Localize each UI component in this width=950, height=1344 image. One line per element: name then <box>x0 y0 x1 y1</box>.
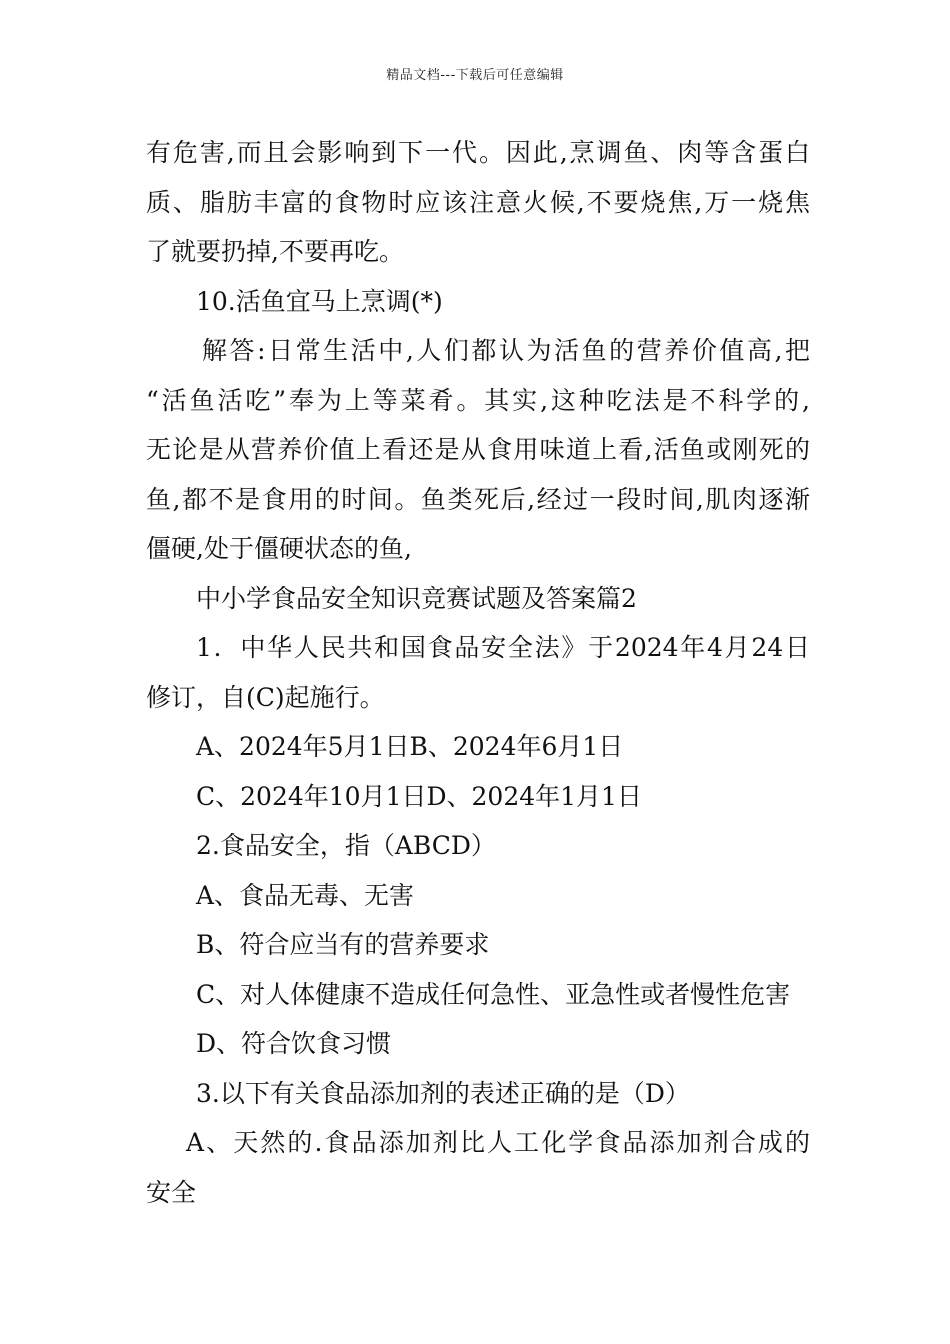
question-2-option-d: D、符合饮食习惯 <box>196 1029 392 1058</box>
text-line: 鱼,都不是食用的时间。鱼类死后,经过一段时间,肌肉逐渐 <box>146 484 810 514</box>
paragraph-item-10-title <box>146 277 810 327</box>
paragraph-cooking-advice <box>146 128 810 277</box>
text-line: 无论是从营养价值上看还是从食用味道上看,活鱼或刚死的 <box>146 435 810 464</box>
page-header: 精品文档---下载后可任意编辑 <box>386 68 564 83</box>
text-line: 有危害,而且会影响到下一代。因此,烹调鱼、肉等含蛋白 <box>146 138 810 167</box>
text-line: 安全 <box>146 1177 197 1207</box>
text-line: 质、脂肪丰富的食物时应该注意火候,不要烧焦,万一烧焦 <box>146 187 810 217</box>
question-1 <box>146 623 810 722</box>
text-line: 了就要扔掉,不要再吃。 <box>146 237 404 266</box>
question-3: 3.以下有关食品添加剂的表述正确的是（D） <box>196 1078 690 1108</box>
text-line: 修订，自(C)起施行。 <box>146 682 385 712</box>
text-line: “活鱼活吃”奉为上等菜肴。其实,这种吃法是不科学的, <box>146 385 810 415</box>
question-2-option-b: B、符合应当有的营养要求 <box>196 930 490 959</box>
question-3-option-a <box>146 1118 810 1217</box>
text-line: 中小学食品安全知识竞赛试题及答案篇2 <box>196 583 637 613</box>
section-heading <box>146 574 810 624</box>
question-2: 2.食品安全，指（ABCD） <box>196 831 496 860</box>
text-line: A、天然的.食品添加剂比人工化学食品添加剂合成的 <box>186 1128 810 1157</box>
question-1-options-cd: C、2024年10月1日D、2024年1月1日 <box>196 781 642 811</box>
paragraph-item-10-answer <box>146 326 810 574</box>
question-1-options-ab: A、2024年5月1日B、2024年6月1日 <box>196 732 624 761</box>
document-body <box>146 128 810 1217</box>
question-2-option-a: A、食品无毒、无害 <box>196 880 415 910</box>
text-line: 解答:日常生活中,人们都认为活鱼的营养价值高,把 <box>202 336 810 365</box>
text-line: 僵硬,处于僵硬状态的鱼, <box>146 534 412 563</box>
text-line: 1．中华人民共和国食品安全法》于2024年4月24日 <box>196 633 810 662</box>
question-2-option-c: C、对人体健康不造成任何急性、亚急性或者慢性危害 <box>196 979 791 1009</box>
text-line: 10.活鱼宜马上烹调(*) <box>196 286 443 316</box>
